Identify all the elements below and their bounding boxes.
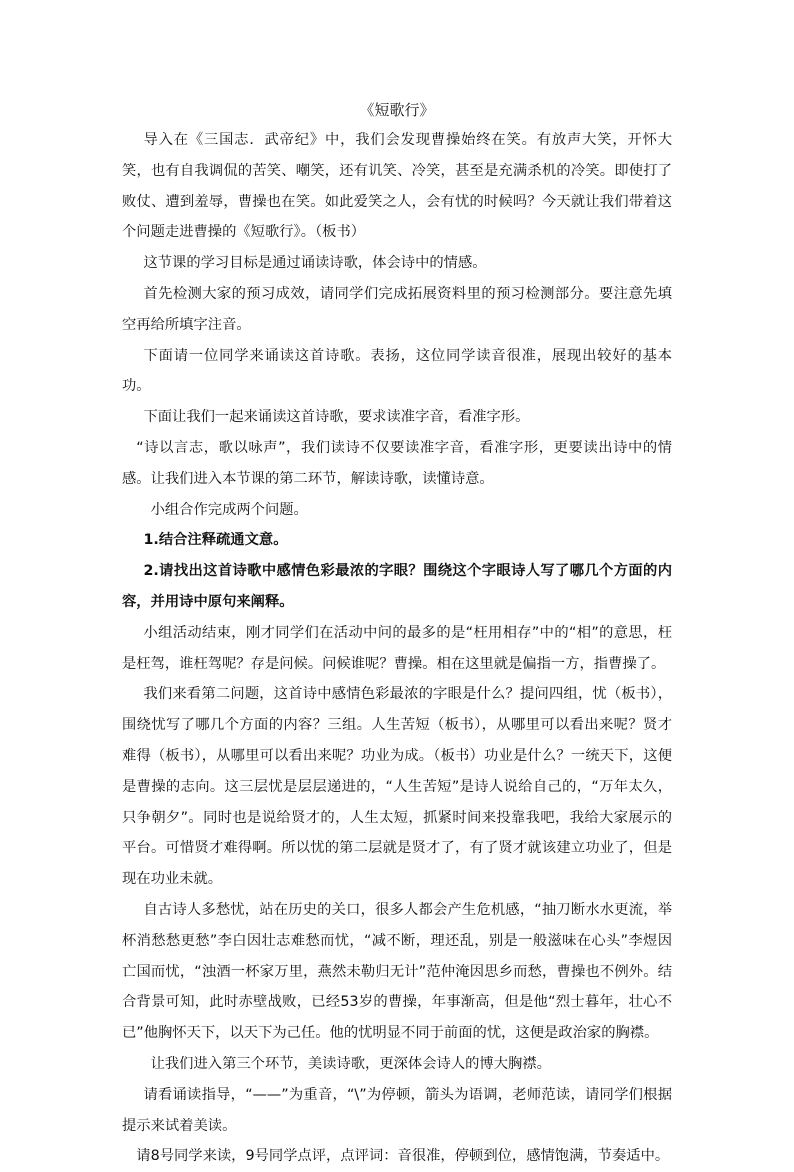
page-title: 《短歌行》 — [359, 101, 435, 119]
paragraph-group-task: 小组合作完成两个问题。 — [150, 501, 308, 518]
paragraph-second-question: 我们来看第二问题，这首诗中感情色彩最浓的字眼是什么？提问四组，忧（板书），围绕忧写了哪几个方面的内容？三组。人生苦短（板书），从哪里可以看出来呢？贤才难得（板书），从哪里可以看出来呢？功业为成。（板书）功业是什么？一统天下，这便是曹操的志向。这三层忧是层层递进的，“人生苦短”是诗人说给自己的，“万年太久，只争朝夕”。同时也是说给贤才的，人生太短，抓紧时间来投靠我吧，我给大家展示的平台。可惜贤才难得啊。所以忧的第二层就是贤才了，有了贤才就该建立功业了，但是现在功业未就。 — [122, 686, 672, 888]
paragraph-second-section: “诗以言志，歌以咏声”，我们读诗不仅要读准字音，看准字形，更要读出诗中的情感。让我们进入本节课的第二环节，解读诗歌，读懂诗意。 — [122, 439, 672, 487]
paragraph-student-review: 请8号同学来读，9号同学点评，点评词：音很准，停顿到位，感情饱满，节奏适中。 — [136, 1148, 670, 1165]
paragraph-question-2: 2.请找出这首诗歌中感情色彩最浓的字眼？围绕这个字眼诗人写了哪几个方面的内容，并用诗中原句来阐释。 — [122, 563, 672, 610]
paragraph-preview-check: 首先检测大家的预习成效，请同学们完成拓展资料里的预习检测部分。要注意先填空再给所填字注音。 — [122, 285, 672, 333]
paragraph-third-section: 让我们进入第三个环节，美读诗歌，更深体会诗人的博大胸襟。 — [150, 1055, 551, 1072]
paragraph-group-reading: 下面让我们一起来诵读这首诗歌，要求读准字音，看准字形。 — [143, 409, 530, 426]
paragraph-objective: 这节课的学习目标是通过诵读诗歌，体会诗中的情感。 — [143, 255, 487, 272]
document-body — [122, 125, 672, 1172]
paragraph-student-reading: 下面请一位同学来诵读这首诗歌。表扬，这位同学读音很准，展现出较好的基本功。 — [122, 347, 672, 395]
paragraph-group-summary: 小组活动结束，刚才同学们在活动中问的最多的是“枉用相存”中的“相”的意思，枉是枉驾，谁枉驾呢？存是问候。问候谁呢？曹操。相在这里就是偏指一方，指曹操了。 — [122, 624, 672, 672]
paragraph-reading-guide: 请看诵读指导，“——”为重音，“\”为停顿，箭头为语调，老师范读，请同学们根据提示来试着美读。 — [122, 1086, 672, 1134]
paragraph-question-1: 1.结合注释疏通文意。 — [143, 532, 288, 549]
paragraph-poets-worry: 自古诗人多愁忧，站在历史的关口，很多人都会产生危机感，“抽刀断水水更流，举杯消愁愁更愁”李白因壮志难愁而忧，“减不断，理还乱，别是一般滋味在心头”李煜因亡国而忧，“浊酒一杯家万里，燕然未勒归无计”范仲淹因思乡而愁，曹操也不例外。结合背景可知，此时赤壁战败，已经53岁的曹操，年事渐高，但是他“烈士暮年，壮心不已”他胸怀天下，以天下为己任。他的忧明显不同于前面的忧，这便是政治家的胸襟。 — [122, 901, 672, 1042]
paragraph-intro: 导入在《三国志．武帝纪》中，我们会发现曹操始终在笑。有放声大笑，开怀大笑，也有自我调侃的苦笑、嘲笑，还有讥笑、冷笑，甚至是充满杀机的冷笑。即使打了败仗、遭到羞辱，曹操也在笑。如此爱笑之人，会有忧的时候吗？今天就让我们带着这个问题走进曹操的《短歌行》。（板书） — [122, 132, 672, 241]
